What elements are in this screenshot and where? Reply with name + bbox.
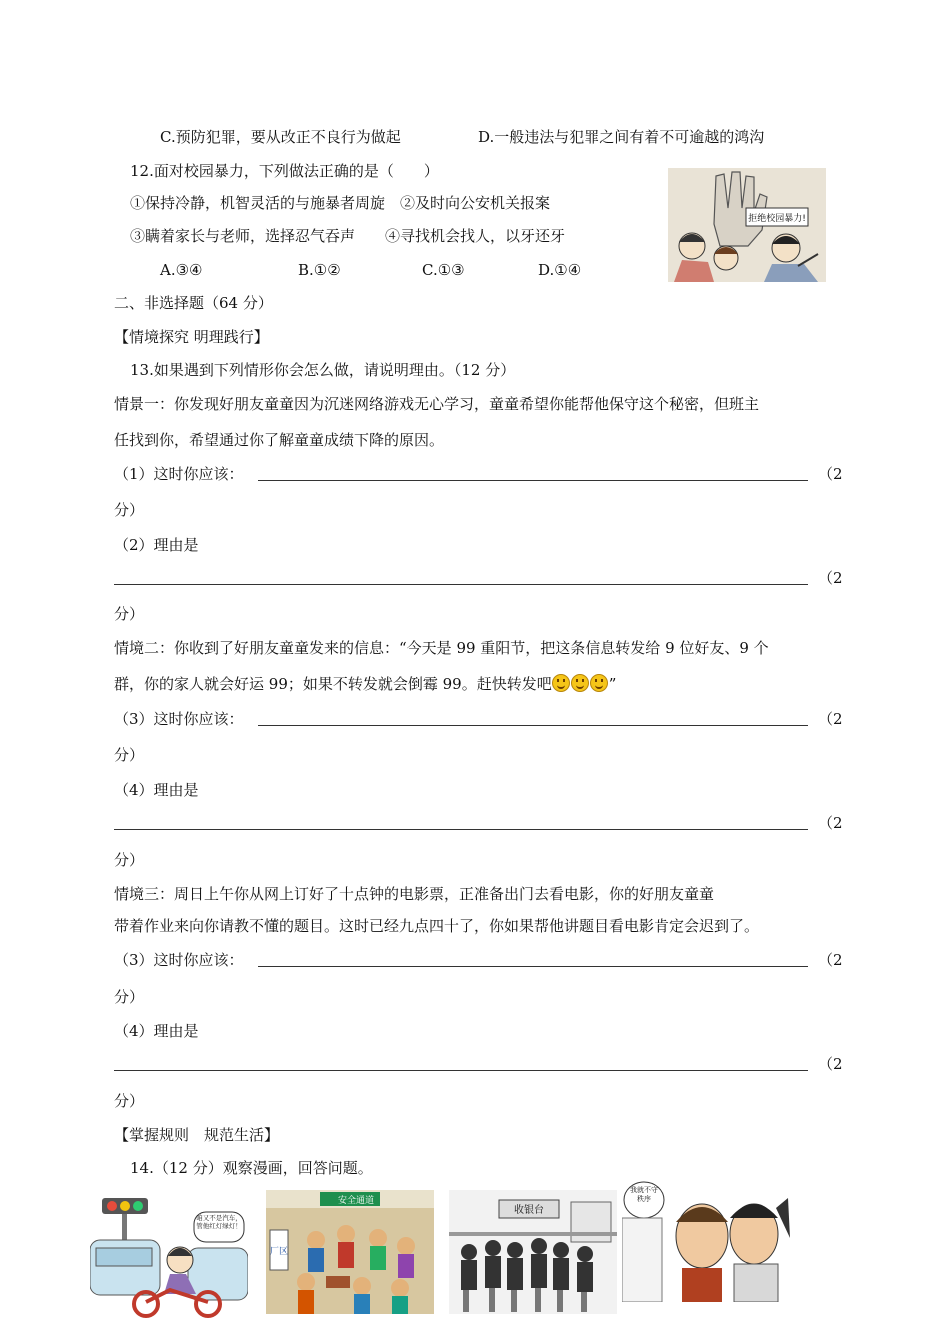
q12-option-b: B.①② [298,261,341,279]
score-close: 分） [114,501,145,519]
answer-4-label: （4）理由是 [114,781,199,799]
answer-6-label: （4）理由是 [114,1022,199,1040]
cartoon-sign-text: 收银台 [514,1205,544,1216]
answer-3-blank[interactable] [258,725,808,726]
score-close: 分） [114,746,145,764]
queue-jumping-cartoon [622,1178,792,1302]
answer-5-blank[interactable] [258,966,808,967]
smile-emoji-icon [571,674,589,692]
cartoon-sign-text: 拒绝校园暴力! [748,214,806,224]
q12-statements-2: ③瞒着家长与老师，选择忍气吞声 ④寻找机会找人，以牙还牙 [130,227,566,245]
q14-stem: 14.（12 分）观察漫画，回答问题。 [130,1159,373,1177]
q12-statements-1: ①保持冷静，机智灵活的与施暴者周旋 ②及时向公安机关报案 [130,194,551,212]
cartoon-speech-bubble: 我就不守秩序 [630,1186,658,1203]
q12-stem: 12.面对校园暴力，下列做法正确的是（ ） [130,162,439,180]
score-open: （2 [818,1055,843,1073]
answer-1-label: （1）这时你应该： [114,465,244,483]
q13-scenario3-line2: 带着作业来向你请教不懂的题目。这时已经九点四十了，你如果帮他讲题目看电影肯定会迟到了。 [114,917,760,935]
section-two-title: 二、非选择题（64 分） [114,294,273,312]
q12-option-d: D.①④ [538,261,582,279]
q11-option-c: C.预防犯罪，要从改正不良行为做起 [160,128,401,146]
answer-4-blank[interactable] [114,829,808,830]
answer-2-label: （2）理由是 [114,536,199,554]
score-open: （2 [818,710,843,728]
score-close: 分） [114,1092,145,1110]
smile-emoji-icon [552,674,570,692]
answer-2-blank[interactable] [114,584,808,585]
score-open: （2 [818,465,843,483]
q11-option-d: D.一般违法与犯罪之间有着不可逾越的鸿沟 [478,128,765,146]
q13-scenario1-line1: 情景一：你发现好朋友童童因为沉迷网络游戏无心学习，童童希望你能帮他保守这个秘密，但班主 [114,395,760,413]
score-open: （2 [818,569,843,587]
score-close: 分） [114,988,145,1006]
cartoon-speech-bubble: 咱又不是汽车，管他红灯绿灯！ [196,1214,242,1230]
q12-option-c: C.①③ [422,261,465,279]
section-heading-explore: 【情境探究 明理践行】 [114,328,269,346]
q13-scenario1-line2: 任找到你，希望通过你了解童童成绩下降的原因。 [114,431,445,449]
q13-scenario2-line1: 情境二：你收到了好朋友童童发来的信息：“今天是 99 重阳节，把这条信息转发给 9 位好友、9 个 [114,639,769,657]
q13-stem: 13.如果遇到下列情形你会怎么做，请说明理由。（12 分） [130,361,516,379]
score-open: （2 [818,951,843,969]
q12-option-a: A.③④ [160,261,203,279]
section-heading-rules: 【掌握规则 规范生活】 [114,1126,280,1144]
answer-5-label: （3）这时你应该： [114,951,244,969]
checkout-crowd-cartoon [449,1190,617,1314]
cartoon-side-sign: 厂区 [269,1247,289,1257]
answer-6-blank[interactable] [114,1070,808,1071]
answer-3-label: （3）这时你应该： [114,710,244,728]
answer-1-blank[interactable] [258,480,808,481]
score-close: 分） [114,605,145,623]
q13-scenario3-line1: 情境三：周日上午你从网上订好了十点钟的电影票，正准备出门去看电影，你的好朋友童童 [114,885,715,903]
score-close: 分） [114,851,145,869]
score-open: （2 [818,814,843,832]
q13-scenario2-line2: 群，你的家人就会好运 99；如果不转发就会倒霉 99。赶快转发吧 ” [114,675,617,693]
traffic-light-cartoon [90,1190,248,1318]
safety-passage-cartoon [266,1190,434,1314]
smile-emoji-icon [590,674,608,692]
cartoon-sign-text: 安全通道 [337,1196,375,1206]
school-violence-cartoon [668,168,826,282]
